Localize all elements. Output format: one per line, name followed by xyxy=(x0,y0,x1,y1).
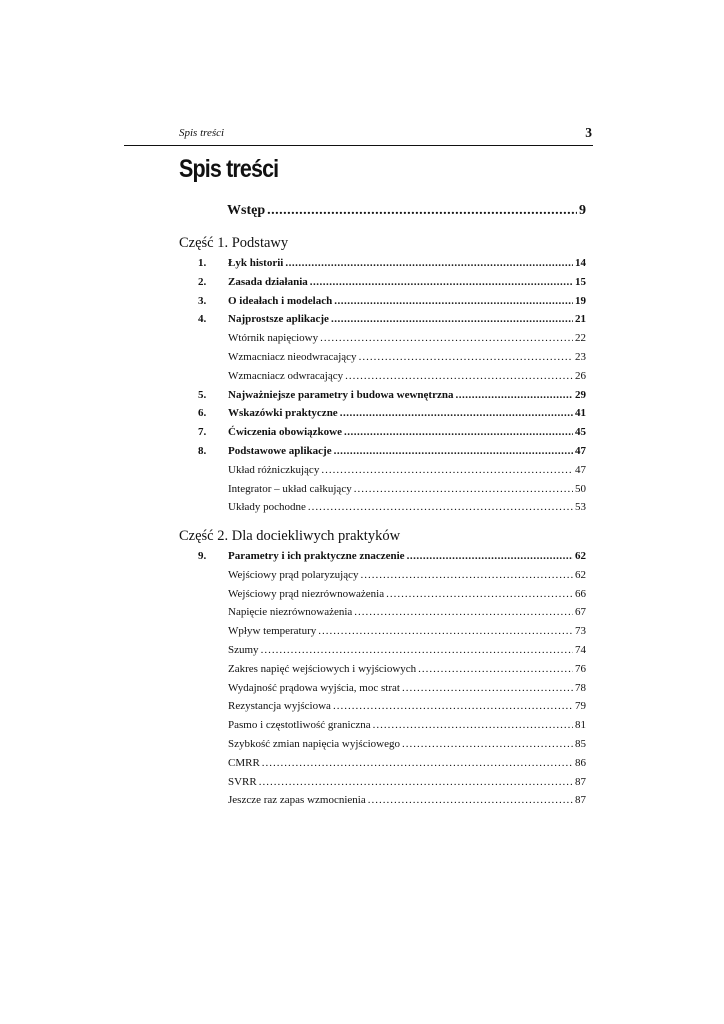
toc-entry-page: 66 xyxy=(575,587,586,600)
toc-leader-dots xyxy=(407,550,573,562)
toc-leader-dots xyxy=(334,295,573,307)
toc-entry-page: 14 xyxy=(575,257,586,269)
toc-entry-chapter[interactable] xyxy=(198,550,586,567)
toc-entry-title: Wpływ temperatury xyxy=(228,625,317,638)
toc-leader-dots xyxy=(285,257,573,269)
toc-entry-page: 47 xyxy=(575,463,586,476)
toc-entry-title: Zasada działania xyxy=(228,275,308,288)
toc-entry-section[interactable] xyxy=(198,719,586,736)
toc-entry-title: Łyk historii xyxy=(228,257,284,269)
toc-entry-chapter[interactable] xyxy=(198,389,586,406)
toc-entry-page: 29 xyxy=(575,388,586,401)
toc-entry-section[interactable] xyxy=(198,776,586,793)
toc-leader-dots xyxy=(455,389,573,401)
toc-entry-number: 7. xyxy=(198,426,207,439)
toc-entry-section[interactable] xyxy=(198,794,586,811)
page-title: Spis treści xyxy=(179,155,279,183)
toc-entry-section[interactable] xyxy=(198,606,586,623)
toc-entry-title: CMRR xyxy=(228,756,260,769)
toc-leader-dots xyxy=(354,606,573,618)
toc-entry-title: Układy pochodne xyxy=(228,501,306,514)
toc-entry-page: 26 xyxy=(575,369,586,382)
toc-leader-dots xyxy=(360,569,573,581)
page-number: 3 xyxy=(585,125,592,140)
toc-entry-title: Wzmacniacz odwracający xyxy=(228,369,344,382)
toc-leader-dots xyxy=(310,276,573,288)
toc-entry-chapter[interactable] xyxy=(198,313,586,330)
toc-entry-title: Ćwiczenia obowiązkowe xyxy=(228,426,342,439)
toc-leader-dots xyxy=(334,445,573,457)
toc-entry-title: Najprostsze aplikacje xyxy=(228,313,329,326)
toc-entry-section[interactable] xyxy=(198,588,586,605)
toc-entry-chapter[interactable] xyxy=(198,257,586,274)
toc-entry-section[interactable] xyxy=(198,625,586,642)
toc-entry-title: Wskazówki praktyczne xyxy=(228,407,338,420)
toc-entry-title: Wzmacniacz nieodwracający xyxy=(228,351,357,363)
toc-entry-section[interactable] xyxy=(198,644,586,661)
toc-entry-section[interactable] xyxy=(198,501,586,518)
toc-entry-section[interactable] xyxy=(198,351,586,368)
toc-entry-page: 86 xyxy=(575,756,586,769)
toc-entry-page: 78 xyxy=(575,681,586,694)
running-title: Spis treści xyxy=(179,127,225,139)
toc-leader-dots xyxy=(402,738,573,750)
toc-leader-dots xyxy=(267,203,577,219)
part-heading-2: Część 2. Dla dociekliwych praktyków xyxy=(179,528,401,544)
toc-entry-section[interactable] xyxy=(198,370,586,387)
toc-entry-section[interactable] xyxy=(198,464,586,481)
toc-entry-number: 2. xyxy=(198,275,207,288)
toc-leader-dots xyxy=(308,501,573,513)
toc-entry-chapter[interactable] xyxy=(198,445,586,462)
toc-leader-dots xyxy=(402,682,573,694)
part-heading-1: Część 1. Podstawy xyxy=(179,235,289,251)
toc-leader-dots xyxy=(386,588,573,600)
toc-entry-page: 45 xyxy=(575,426,586,439)
toc-entry-page: 21 xyxy=(575,313,586,326)
toc-entry-number: 9. xyxy=(198,550,207,562)
toc-entry-section[interactable] xyxy=(198,682,586,699)
toc-entry-page: 87 xyxy=(575,775,586,788)
toc-leader-dots xyxy=(321,464,573,476)
toc-entry-title: Wtórnik napięciowy xyxy=(228,332,319,345)
toc-entry-title: Wstęp xyxy=(227,203,266,218)
toc-leader-dots xyxy=(359,351,573,363)
toc-entry-number: 3. xyxy=(198,294,207,307)
toc-leader-dots xyxy=(261,644,573,656)
toc-entry-page: 19 xyxy=(575,294,586,307)
toc-entry-page: 15 xyxy=(575,275,586,288)
toc-entry-section[interactable] xyxy=(198,332,586,349)
toc-leader-dots xyxy=(331,313,573,325)
toc-entry-chapter[interactable] xyxy=(198,426,586,443)
toc-entry-section[interactable] xyxy=(198,663,586,680)
toc-entry-number: 5. xyxy=(198,388,207,401)
toc-leader-dots xyxy=(259,776,573,788)
toc-leader-dots xyxy=(320,332,573,344)
toc-entry-title: Wejściowy prąd polaryzujący xyxy=(228,568,359,581)
toc-leader-dots xyxy=(368,794,573,806)
toc-entry-title: Pasmo i częstotliwość graniczna xyxy=(228,719,371,732)
toc-entry-page: 85 xyxy=(575,738,586,750)
toc-entry-title: Układ różniczkujący xyxy=(228,463,320,476)
toc-entry-title: Jeszcze raz zapas wzmocnienia xyxy=(228,794,366,807)
toc-entry-page: 81 xyxy=(575,719,586,732)
toc-entry-title: Szumy xyxy=(228,644,259,656)
toc-entry-page: 62 xyxy=(575,550,586,562)
toc-entry-chapter[interactable] xyxy=(198,407,586,424)
toc-entry-page: 67 xyxy=(575,606,586,619)
toc-leader-dots xyxy=(340,407,573,419)
toc-entry-page: 53 xyxy=(575,501,586,514)
toc-entry-page: 74 xyxy=(575,644,586,656)
toc-entry-title: SVRR xyxy=(228,775,257,788)
toc-entry-page: 22 xyxy=(575,332,586,345)
toc-entry-title: Zakres napięć wejściowych i wyjściowych xyxy=(228,662,417,675)
toc-entry-section[interactable] xyxy=(198,569,586,586)
toc-entry-title: Podstawowe aplikacje xyxy=(228,445,332,457)
toc-entry-title: Integrator – układ całkujący xyxy=(228,482,352,495)
toc-entry-title: Szybkość zmian napięcia wyjściowego xyxy=(228,738,400,750)
toc-entry-title: Parametry i ich praktyczne znaczenie xyxy=(228,550,405,562)
toc-entry-section[interactable] xyxy=(198,738,586,755)
toc-entry-page: 79 xyxy=(575,700,586,713)
toc-entry-section[interactable] xyxy=(198,483,586,500)
toc-entry-page: 76 xyxy=(575,662,586,675)
toc-leader-dots xyxy=(344,426,573,438)
toc-entry-section[interactable] xyxy=(198,757,586,774)
toc-leader-dots xyxy=(333,700,573,712)
toc-leader-dots xyxy=(318,625,573,637)
toc-leader-dots xyxy=(345,370,573,382)
toc-entry-number: 8. xyxy=(198,445,207,457)
toc-entry-title: Najważniejsze parametry i budowa wewnętrzna xyxy=(228,388,454,401)
toc-leader-dots xyxy=(262,757,573,769)
page-header xyxy=(124,124,593,146)
toc-entry-chapter[interactable] xyxy=(198,276,586,293)
toc-entry-page: 47 xyxy=(575,445,586,457)
toc-leader-dots xyxy=(354,483,573,495)
toc-entry-page: 87 xyxy=(575,794,586,807)
toc-entry-page: 73 xyxy=(575,625,586,638)
toc-entry-number: 4. xyxy=(198,313,207,326)
toc-entry-title: O ideałach i modelach xyxy=(228,294,333,307)
toc-entry-chapter[interactable] xyxy=(198,295,586,312)
toc-entry-page: 62 xyxy=(575,568,586,581)
toc-entry-page: 41 xyxy=(575,407,586,420)
toc-entry-title: Rezystancja wyjściowa xyxy=(228,700,331,713)
toc-entry-title: Napięcie niezrównoważenia xyxy=(228,606,353,619)
toc-entry-title: Wydajność prądowa wyjścia, moc strat xyxy=(228,681,400,694)
toc-entry-title: Wejściowy prąd niezrównoważenia xyxy=(228,587,385,600)
toc-entry-page: 23 xyxy=(575,351,586,363)
toc-leader-dots xyxy=(418,663,573,675)
toc-entry-intro[interactable] xyxy=(227,203,586,223)
toc-entry-page: 9 xyxy=(579,203,586,218)
toc-entry-number: 6. xyxy=(198,407,207,420)
toc-entry-section[interactable] xyxy=(198,700,586,717)
toc-leader-dots xyxy=(373,719,573,731)
toc-entry-page: 50 xyxy=(575,482,586,495)
toc-entry-number: 1. xyxy=(198,257,207,269)
